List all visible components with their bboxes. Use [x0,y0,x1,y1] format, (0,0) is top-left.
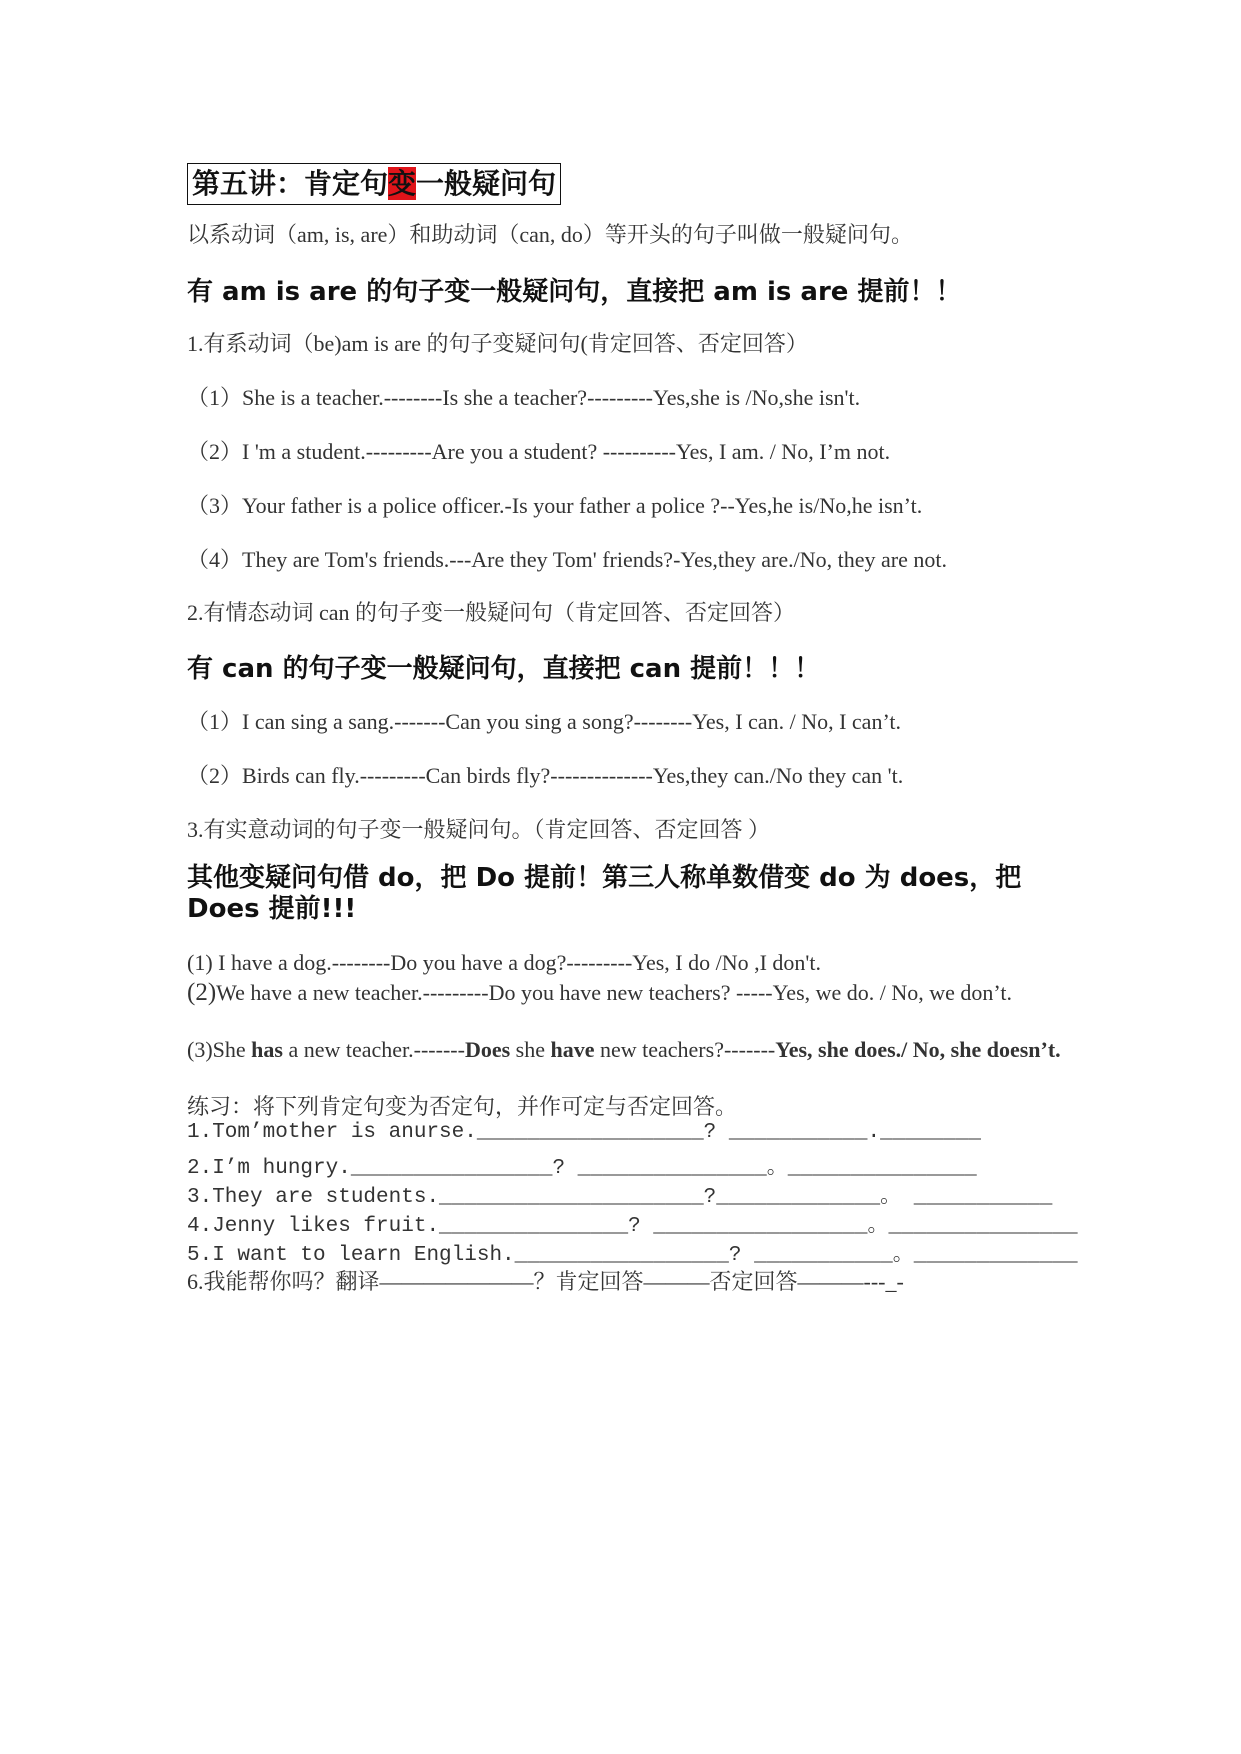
exercise-item: 4.Jenny likes fruit._______________? _________________。_______________ [187,1215,1078,1238]
section2-heading: 2.有情态动词 can 的句子变一般疑问句（肯定回答、否定回答） [187,600,796,625]
example-line: （4）They are Tom's friends.---Are they Tom' friends?-Yes,they are./No, they are not. [187,547,947,572]
intro-text: 以系动词（am, is, are）和助动词（can, do）等开头的句子叫做一般疑问句。 [187,222,913,247]
example-line: （2）I 'm a student.---------Are you a student? ----------Yes, I am. / No, I’m not. [187,439,891,464]
exercise-item: 3.They are students._____________________?_____________。 ___________ [187,1186,1053,1209]
exercise-intro: 练习：将下列肯定句变为否定句，并作可定与否定回答。 [187,1094,738,1119]
rule-can: 有 can 的句子变一般疑问句，直接把 can 提前！！！ [187,654,821,684]
exercise-item: 5.I want to learn English._________________? ___________。_____________ [187,1244,1078,1267]
exercise-item: 6.我能帮你吗？翻译———————？肯定回答———否定回答———---_- [187,1269,904,1294]
section1-heading: 1.有系动词（be)am is are 的句子变疑问句(肯定回答、否定回答） [187,331,808,356]
title-highlight: 变 [388,167,417,200]
rule-do: 其他变疑问句借 do，把 Do 提前！第三人称单数借变 do 为 does，把 Does 提前!!! [187,863,1022,924]
example-line: （1）I can sing a sang.-------Can you sing a song?--------Yes, I can. / No, I can’t. [187,709,901,734]
example-text: We have a new teacher.---------Do you have new teachers? -----Yes, we do. / No, we don’t. [216,980,1012,1005]
section3-heading: 3.有实意动词的句子变一般疑问句。（肯定回答、否定回答 ） [187,817,771,842]
example-line: （3）Your father is a police officer.-Is your father a police ?--Yes,he is/No,he isn’t. [187,493,923,518]
example-number: (2) [187,979,217,1006]
title-part1: 第五讲：肯定句 [192,167,389,200]
exercise-item: 2.I’m hungry.________________? _______________。_______________ [187,1157,977,1180]
example-line: (3)She has a new teacher.-------Does she have new teachers?-------Yes, she does./ No, she doesn’t. [187,1037,1061,1062]
exercise-item: 1.Tom’mother is anurse.__________________? ___________.________ [187,1121,981,1144]
title-part2: 一般疑问句 [416,167,557,200]
rule-be: 有 am is are 的句子变一般疑问句，直接把 am is are 提前！！ [187,277,962,307]
page-title [187,163,561,205]
example-line: (1) I have a dog.--------Do you have a dog?---------Yes, I do /No ,I don't. [187,950,822,975]
example-line: （2）Birds can fly.---------Can birds fly?--------------Yes,they can./No they can 't. [187,763,904,788]
example-line: （1）She is a teacher.--------Is she a teacher?---------Yes,she is /No,she isn't. [187,385,861,410]
example-line [187,978,1067,1007]
